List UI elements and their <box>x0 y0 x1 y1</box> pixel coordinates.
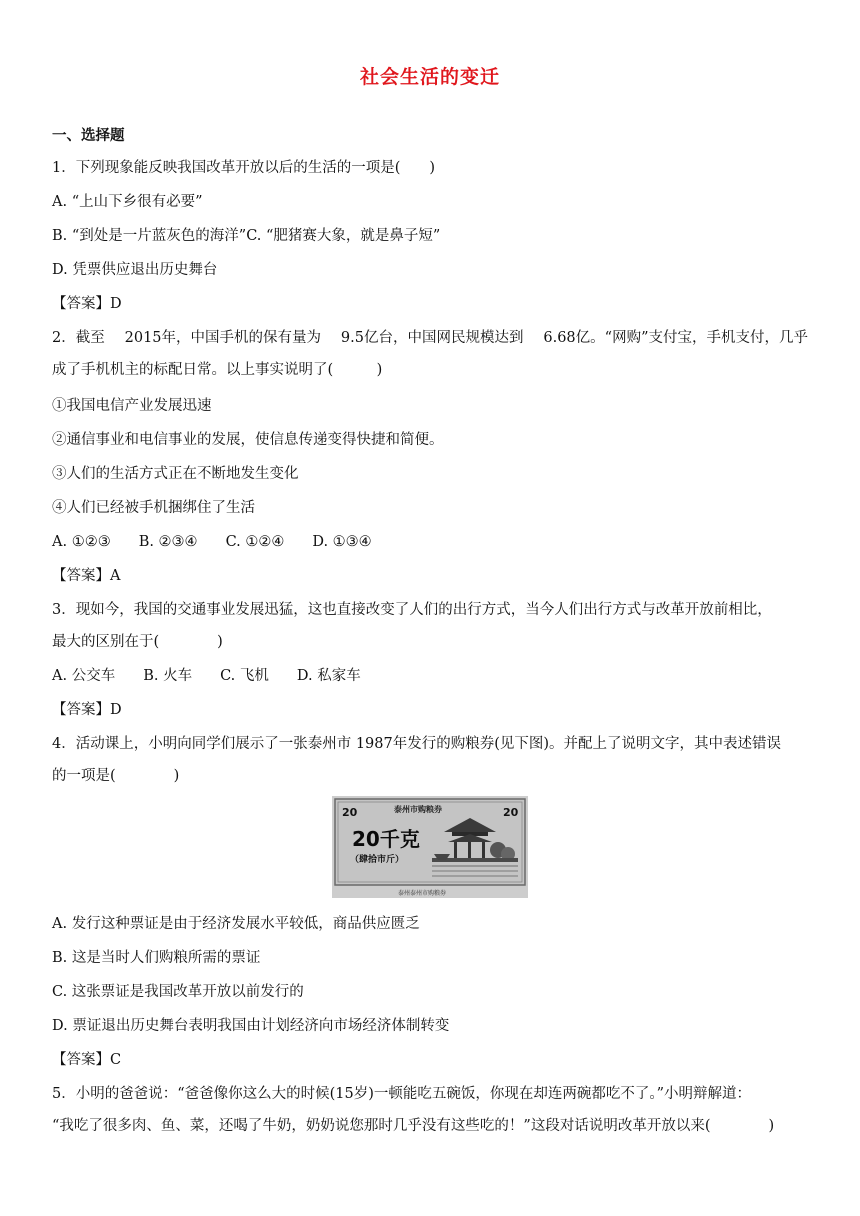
q4-stem-line2: 的一项是( ) <box>52 768 180 784</box>
coupon-amount: 20千克 <box>352 827 420 851</box>
q3-option-b: B. 火车 <box>143 668 193 684</box>
coupon-amount-sub: （肆拾市斤） <box>350 855 405 865</box>
q2-stem-part: 2015年，中国手机的保有量为 <box>124 330 322 346</box>
q2-option-a: A. ①②③ <box>52 534 111 550</box>
q3-stem-line1: 3．现如今，我国的交通事业发展迅猛，这也直接改变了人们的出行方式，当今人们出行方式与改革开放前相比， <box>52 602 772 618</box>
q3-option-c: C. 飞机 <box>220 668 269 684</box>
q2-answer: 【答案】A <box>52 568 121 584</box>
q2-stem-part: 9.5亿台，中国网民规模达到 <box>340 330 524 346</box>
q2-stem-part: 2．截至 <box>52 330 105 346</box>
page-title: 社会生活的变迁 <box>359 66 500 88</box>
q1-option-a: A. “上山下乡很有必要” <box>52 194 203 210</box>
q3-option-d: D. 私家车 <box>296 668 361 684</box>
q2-option-b: B. ②③④ <box>138 534 198 550</box>
q5-stem-line2: “我吃了很多肉、鱼、菜，还喝了牛奶，奶奶说您那时几乎没有这些吃的！”这段对话说明改革开放以来( ) <box>52 1118 775 1134</box>
q3-stem-line2: 最大的区别在于( ) <box>52 634 223 650</box>
q2-statement-4: ④人们已经被手机捆绑住了生活 <box>52 500 255 516</box>
q4-option-a: A. 发行这种票证是由于经济发展水平较低，商品供应匮乏 <box>52 916 420 932</box>
coupon-denom-left: 20 <box>342 806 358 819</box>
q2-option-c: C. ①②④ <box>225 534 285 550</box>
q2-statement-2: ②通信事业和电信事业的发展，使信息传递变得快捷和简便。 <box>52 432 444 448</box>
grain-coupon-image <box>332 796 528 898</box>
q4-option-d: D. 票证退出历史舞台表明我国由计划经济向市场经济体制转变 <box>52 1018 450 1034</box>
q1-option-bc: B. “到处是一片蓝灰色的海洋”C. “肥猪赛大象，就是鼻子短” <box>52 228 441 244</box>
q2-statement-1: ①我国电信产业发展迅速 <box>52 398 212 414</box>
q4-stem-line1: 4．活动课上，小明向同学们展示了一张泰州市 1987年发行的购粮券(见下图)。并配上了说明文字，其中表述错误 <box>52 736 782 752</box>
q3-options <box>52 666 361 686</box>
q2-stem-part: 6.68亿。“网购”支付宝，手机支付，几乎 <box>543 330 808 346</box>
q2-stem-line2: 成了手机机主的标配日常。以上事实说明了( ) <box>52 362 383 378</box>
q1-stem: 1．下列现象能反映我国改革开放以后的生活的一项是( ) <box>52 160 436 176</box>
section-heading: 一、选择题 <box>52 128 125 144</box>
q2-options <box>52 532 372 552</box>
q4-option-c: C. 这张票证是我国改革开放以前发行的 <box>52 984 304 1000</box>
q2-option-d: D. ①③④ <box>312 534 372 550</box>
q5-stem-line1: 5．小明的爸爸说：“爸爸像你这么大的时候(15岁)一顿能吃五碗饭，你现在却连两碗都吃不了。”小明辩解道： <box>52 1086 752 1102</box>
q1-option-d: D. 凭票供应退出历史舞台 <box>52 262 218 278</box>
q3-answer: 【答案】D <box>52 702 122 718</box>
q2-statement-3: ③人们的生活方式正在不断地发生变化 <box>52 466 299 482</box>
q4-answer: 【答案】C <box>52 1052 122 1068</box>
coupon-denom-right: 20 <box>503 806 519 819</box>
coupon-header: 泰州市购粮券 <box>394 805 442 814</box>
q2-stem-line1 <box>52 328 808 348</box>
q3-option-a: A. 公交车 <box>52 668 116 684</box>
q4-option-b: B. 这是当时人们购粮所需的票证 <box>52 950 261 966</box>
q1-answer: 【答案】D <box>52 296 122 312</box>
coupon-footer: 泰州泰州市购粮券 <box>398 890 447 897</box>
